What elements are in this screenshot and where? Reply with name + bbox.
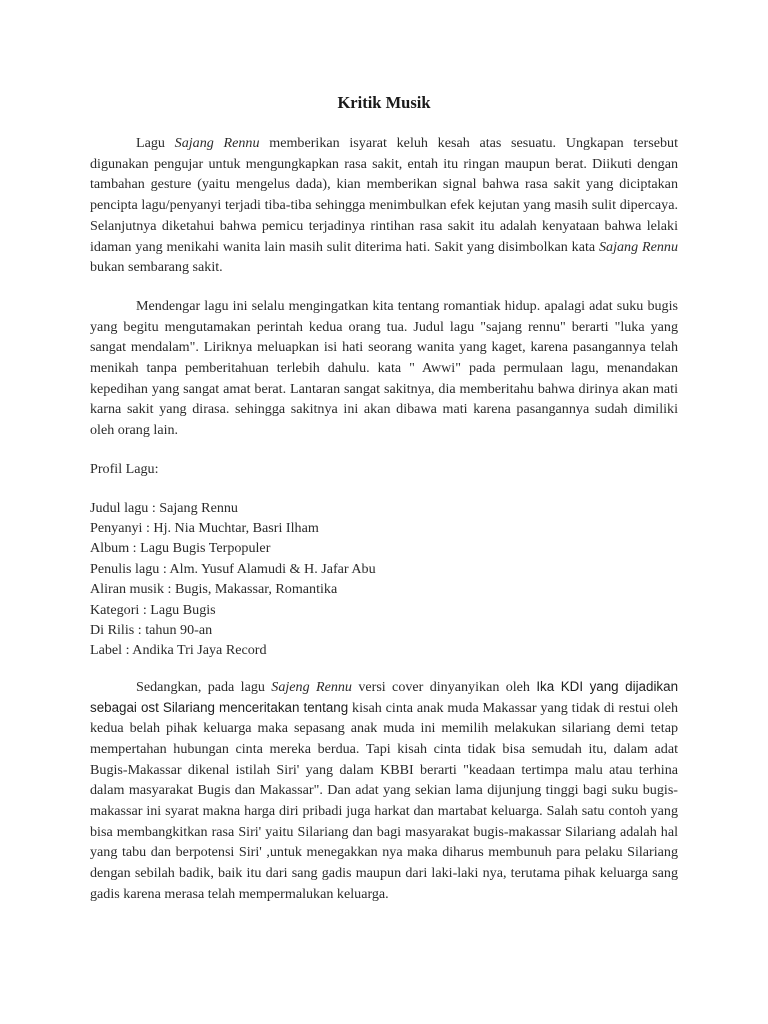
list-item: Label : Andika Tri Jaya Record (90, 642, 267, 659)
text-segment: memberikan isyarat keluh kesah atas sesuatu. Ungkapan tersebut digunakan pengujar untuk mengungkapkan rasa sakit, entah itu ringan maupun berat. Diikuti dengan tambahan gesture (yaitu mengelus dada), kian memberikan signal bahwa rasa sakit yang diciptakan pencipta lagu/penyanyi terjadi tiba-tiba sehingga menimbulkan efek kejutan yang masih sulit dipercaya. Selanjutnya diketahui bahwa pemicu terjadinya rintihan rasa sakit itu adalah kenyataan bahwa lelaki idaman yang menikahi wanita lain masih sulit diterima hati. Sakit yang disimbolkan kata (90, 135, 679, 255)
paragraph-meaning: Mendengar lagu ini selalu mengingatkan kita tentang romantiak hidup. apalagi adat suku bugis yang begitu mengutamakan perintah kedua orang tua. Judul lagu "sajang rennu" berarti "luka yang sangat mendalam". Liriknya meluapkan isi hati seorang wanita yang kaget, karena pasangannya telah menikah tanpa pemberitahuan terlebih dahulu. kata " Awwi" pada permulaan lagu, menandakan kepedihan yang sangat amat berat. Lantaran sangat sakitnya, dia memberitahu bahwa dirinya akan mati karna sakit yang dirasa. sehingga sakitnya ini akan dibawa mati karena pasangannya sudah dimiliki oleh orang lain. (90, 297, 678, 439)
profile-heading: Profil Lagu: (90, 460, 159, 477)
text-segment: Sedangkan, pada lagu (136, 678, 272, 695)
list-item: Kategori : Lagu Bugis (90, 601, 216, 618)
text-segment: bukan sembarang sakit. (90, 259, 223, 276)
sans-serif-segment: Ika KDI yang dijadikan sebagai ost Silariang menceritakan tentang (90, 678, 679, 715)
text-segment: versi cover dinyanyikan oleh (351, 678, 537, 695)
list-item: Penulis lagu : Alm. Yusuf Alamudi & H. Jafar Abu (90, 560, 376, 577)
paragraph-cover-version (90, 677, 678, 905)
song-title-italic: Sajang Rennu (599, 238, 678, 255)
song-title-italic: Sajeng Rennu (271, 678, 352, 695)
list-item: Album : Lagu Bugis Terpopuler (90, 540, 271, 557)
list-item: Judul lagu : Sajang Rennu (90, 499, 238, 516)
paragraph-intro (90, 133, 678, 278)
list-item: Penyanyi : Hj. Nia Muchtar, Basri Ilham (90, 519, 319, 536)
document-title: Kritik Musik (337, 93, 431, 112)
song-title-italic: Sajang Rennu (174, 135, 260, 151)
list-item: Di Rilis : tahun 90-an (90, 621, 213, 638)
song-profile-list (90, 498, 678, 661)
text-segment: kisah cinta anak muda Makassar yang tidak di restui oleh kedua belah pihak keluarga maka sepasang anak muda ini memilih melakukan silariang demi tetap mempertahan hubungan cinta mereka berdua. Tapi kisah cinta tidak bisa semudah itu, dalam adat Bugis-Makassar dikenal istilah Siri' yang dalam KBBI berarti "keadaan tertimpa malu atau terhina dalam masyarakat Bugis dan Makassar". Dan adat yang sekian lama dijunjung tinggi bagi suku bugis-makassar ini syarat makna harga diri pribadi juga harkat dan martabat keluarga. Salah satu contoh yang bisa membangkitkan rasa Siri' yaitu Silariang dan bagi masyarakat bugis-makassar Silariang adalah hal yang tabu dan berpotensi Siri' ,untuk menegakkan nya maka diharus membunuh para pelaku Silariang dengan sebilah badik, baik itu dari sang gadis maupun dari laki-laki nya, terutama pihak keluarga sang gadis karena merasa telah mempermalukan keluarga. (90, 699, 678, 902)
text-segment: Lagu (136, 135, 175, 151)
document-body (90, 93, 678, 905)
list-item: Aliran musik : Bugis, Makassar, Romantika (90, 581, 338, 598)
